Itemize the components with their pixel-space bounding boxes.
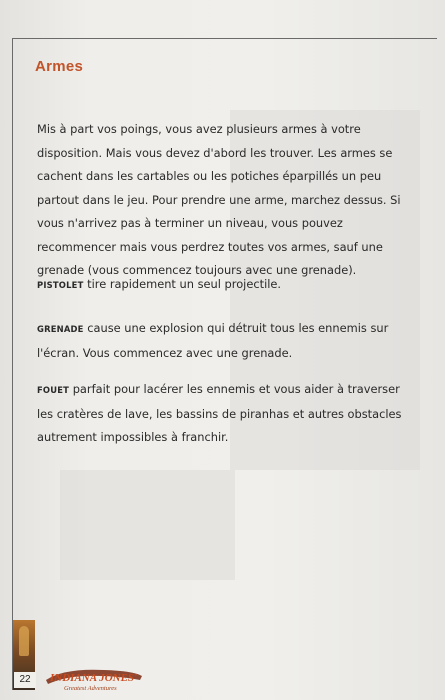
logo-title: INDIANA JONES' xyxy=(50,672,138,684)
game-logo xyxy=(44,666,144,692)
intro-paragraph: Mis à part vos poings, vous avez plusieurs armes à votre disposition. Mais vous devez d'abord les trouver. Les armes se cachent dans les cartables ou les potiches éparpillés un peu partout dans le jeu. Pour prendre une arme, marchez dessus. Si vous n'arrivez pas à terminer un niveau, vous pouvez recommencer mais vous perdrez toutes vos armes, sauf une grenade (vous commencez toujours avec une grenade). xyxy=(37,122,401,277)
adventurer-figure xyxy=(19,626,29,656)
weapon-term: FOUET xyxy=(37,385,70,395)
weapon-pistolet xyxy=(37,273,409,298)
show-through-shadow xyxy=(60,470,235,580)
weapon-term: PISTOLET xyxy=(37,280,84,290)
weapon-grenade xyxy=(37,317,409,365)
page-number: 22 xyxy=(14,672,36,688)
weapon-description: cause une explosion qui détruit tous les ennemis sur l'écran. Vous commencez avec une grenade. xyxy=(37,321,389,360)
weapon-description: tire rapidement un seul projectile. xyxy=(87,277,282,291)
logo-subtitle: Greatest Adventures xyxy=(64,685,117,692)
section-heading: Armes xyxy=(35,58,84,75)
weapon-fouet xyxy=(37,378,409,450)
weapon-description: parfait pour lacérer les ennemis et vous aider à traverser les cratères de lave, les bassins de piranhas et autres obstacles autrement impossibles à franchir. xyxy=(37,382,402,444)
weapon-term: GRENADE xyxy=(37,324,84,334)
